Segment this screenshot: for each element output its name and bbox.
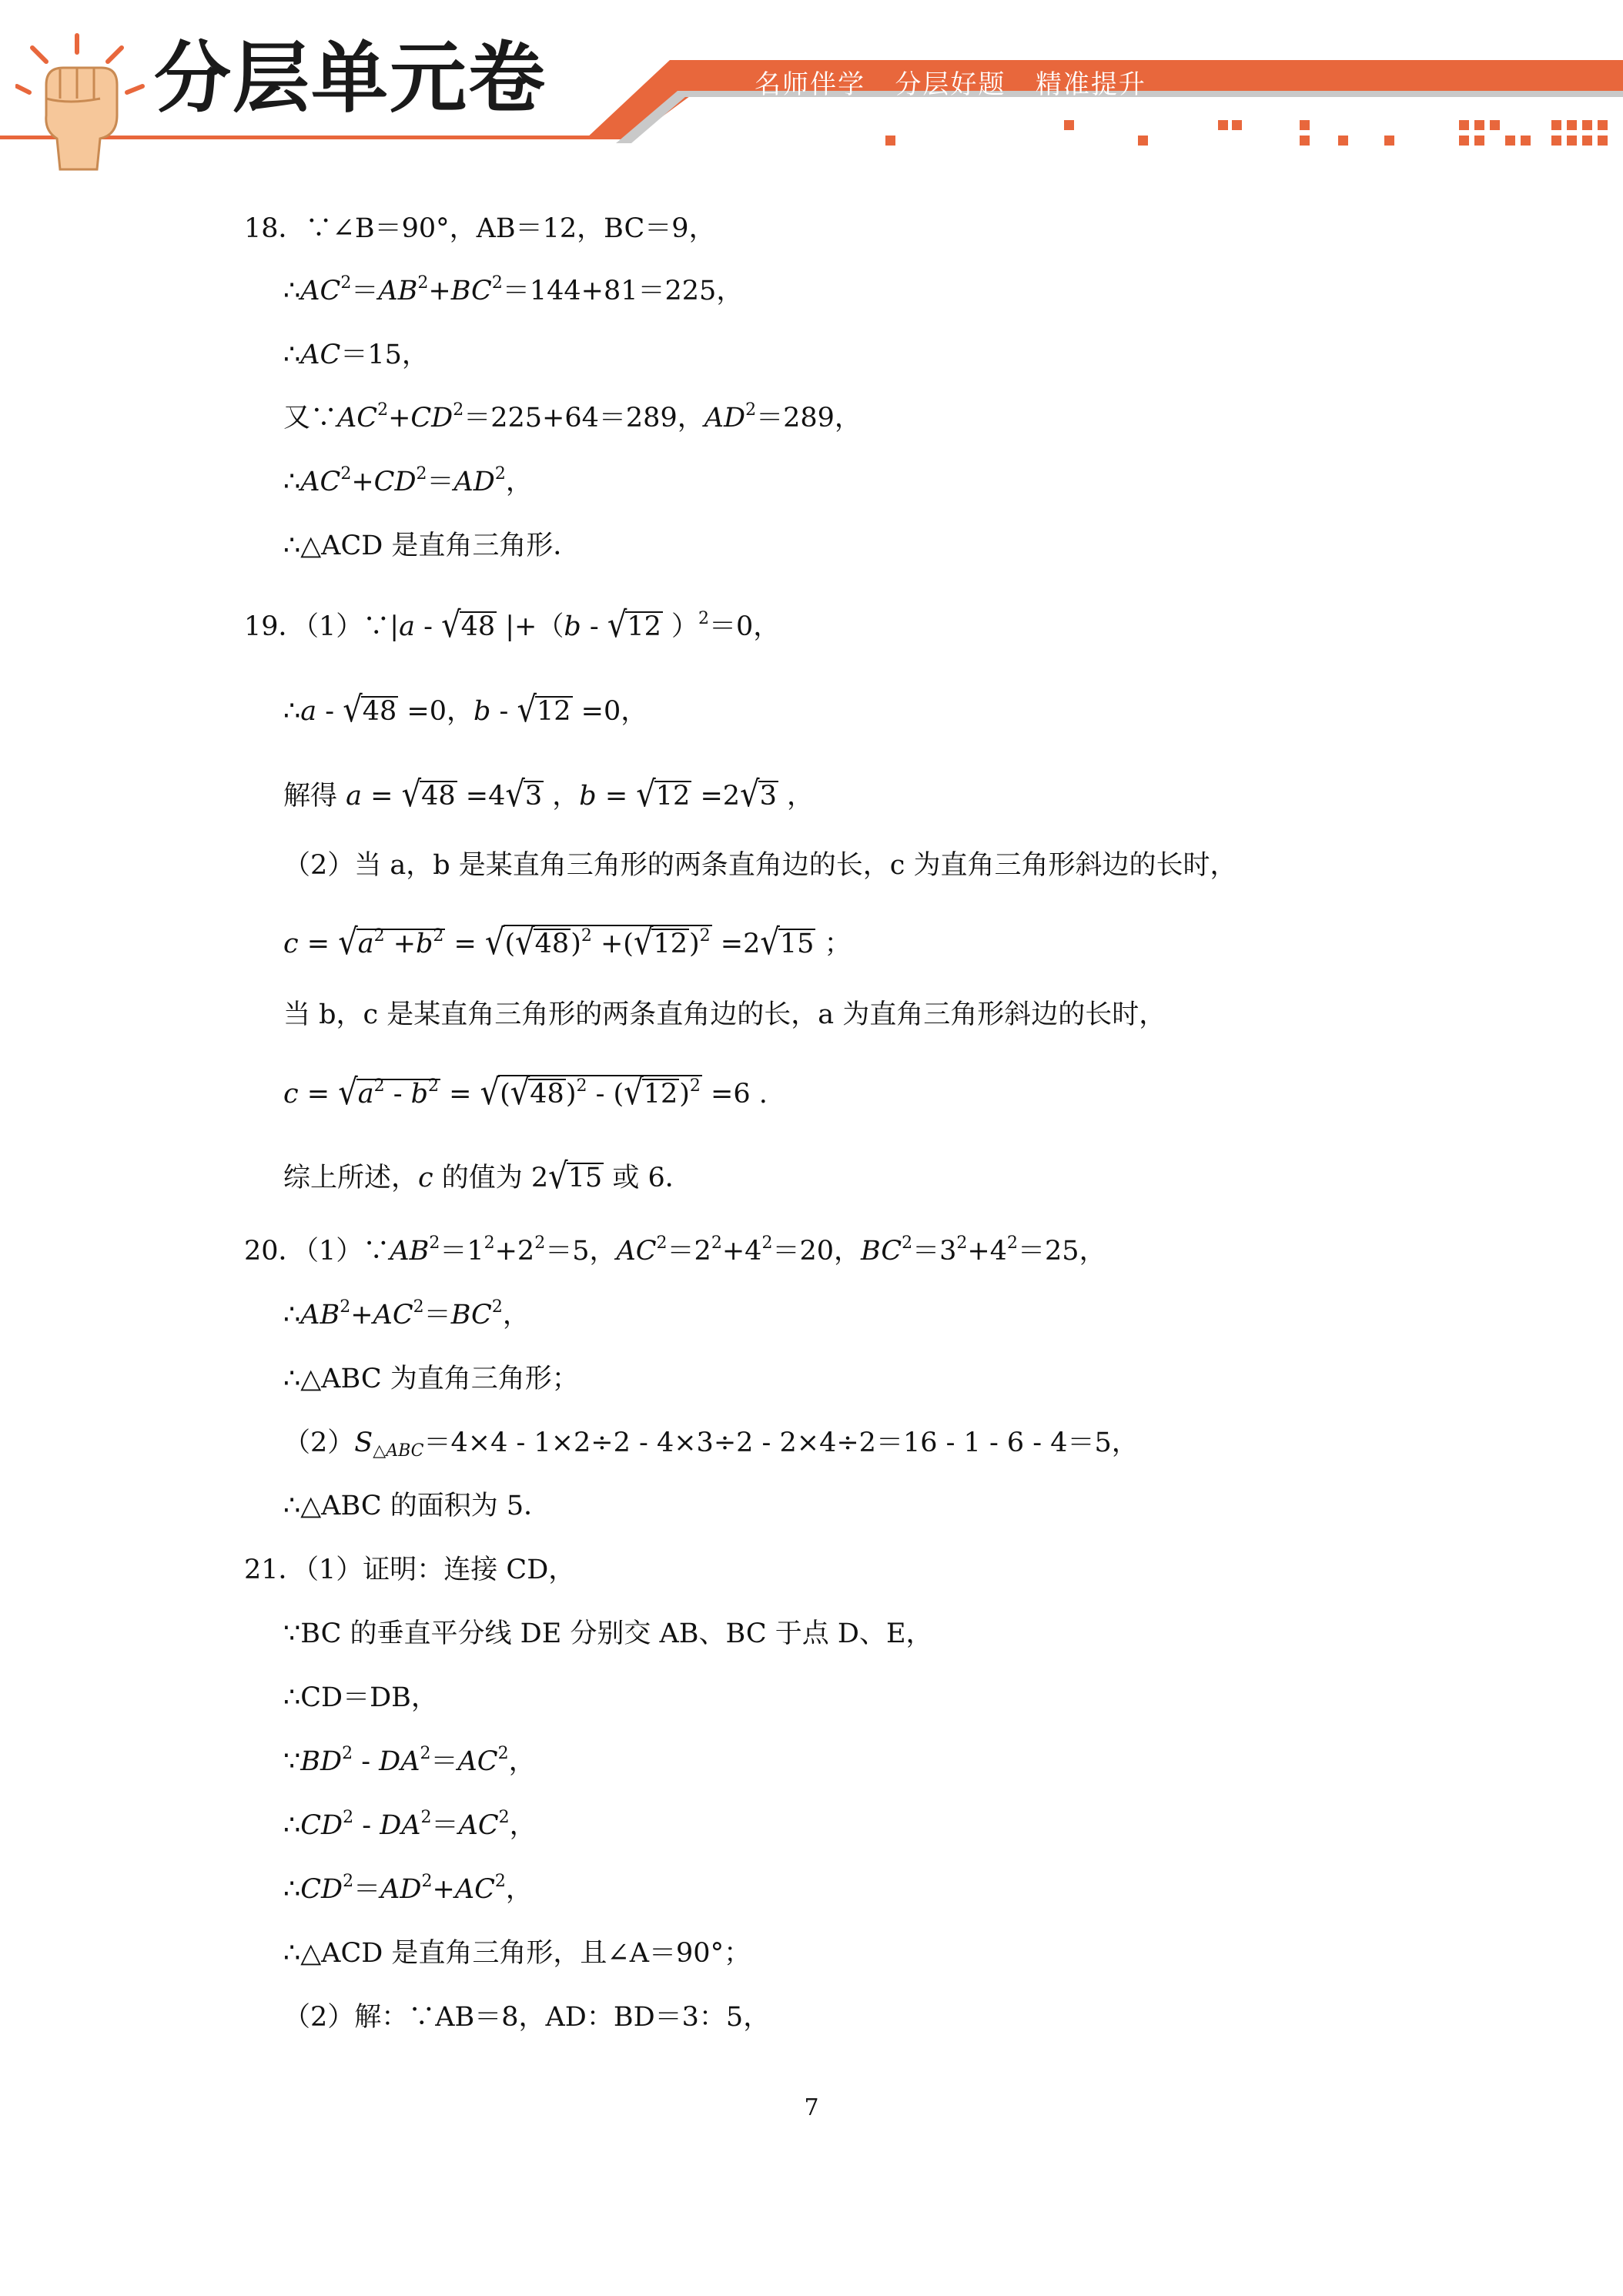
p18-line-1: 18．∵∠B＝90°，AB＝12，BC＝9， xyxy=(244,213,716,244)
fist-logo-icon xyxy=(15,31,146,177)
p19-line-2: ∴a - √48 =0，b - √12 =0， xyxy=(283,689,648,731)
p19-line-4: （2）当 a，b 是某直角三角形的两条直角边的长，c 为直角三角形斜边的长时， xyxy=(283,850,1237,881)
p20-line-2: $\therefore AB^2+AC^2=BC^2$， xyxy=(283,1297,530,1330)
header-slogan: 名师伴学 分层好题 精准提升 xyxy=(755,69,1146,100)
p21-line-2: ∵BC 的垂直平分线 DE 分别交 AB、BC 于点 D、E， xyxy=(283,1618,933,1649)
p19-line-1: 19．（1）∵|a - √48 |+（b - √12 ）$^2$＝0， xyxy=(244,604,781,646)
page-header xyxy=(0,0,1623,177)
p20-line-3: ∴△ABC 为直角三角形； xyxy=(283,1364,579,1394)
p19-line-3: 解得 a = √48 =4√3 ，b = √12 =2√3 ， xyxy=(283,774,814,815)
p21-line-1: 21．（1）证明：连接 CD， xyxy=(244,1555,576,1585)
p19-line-5: $c = √a^2 +b^2 = √(√48)^2 +(√12)^2 =2√15$ ； xyxy=(283,922,852,963)
p19-line-7: $c = √a^2 - b^2 = √(√48)^2 - (√12)^2 =6$ . xyxy=(283,1072,768,1113)
p21-line-4: $\because BD^2 - DA^2=AC^2$， xyxy=(283,1744,536,1777)
p20-line-5: ∴△ABC 的面积为 5． xyxy=(283,1491,551,1521)
header-title: 分层单元卷 xyxy=(154,33,547,123)
p19-line-6: 当 b，c 是某直角三角形的两条直角边的长，a 为直角三角形斜边的长时， xyxy=(283,999,1166,1030)
p20-line-1: 20．$(1)\because AB^2=1^2+2^2=5$，$AC^2=2^2+4^2=20$，$BC^2=3^2+4^2=25$， xyxy=(244,1233,1106,1267)
p21-line-6: $\therefore CD^2=AD^2+AC^2$， xyxy=(283,1872,533,1905)
page-number: 7 xyxy=(804,2094,819,2121)
p18-line-2: $\therefore AC^2=AB^2+BC^2=144+81=225$， xyxy=(283,273,744,306)
p18-line-6: ∴△ACD 是直角三角形． xyxy=(283,530,581,561)
p21-line-8: （2）解：∵AB＝8，AD：BD＝3：5， xyxy=(283,2002,771,2033)
p18-line-3: ∴AC＝15， xyxy=(283,340,429,370)
p19-line-8: 综上所述，c 的值为 2√15 或 6． xyxy=(283,1156,692,1197)
p20-line-4: $(2)S_{\triangle ABC}=4\times 4 - 1\times 2\div 2 - 4\times 3\div 2 - 2\times 4\div 2=16 - 1 - 6 - 4=5$， xyxy=(283,1427,1139,1461)
p21-line-3: ∴CD＝DB， xyxy=(283,1682,438,1713)
p21-line-7: ∴△ACD 是直角三角形，且∠A＝90°； xyxy=(283,1938,751,1969)
p21-line-5: $\therefore CD^2 - DA^2=AC^2$， xyxy=(283,1808,537,1841)
p18-line-4: 又$\because AC^2+CD^2=225+64=289$，$AD^2=289$， xyxy=(283,400,862,433)
p18-line-5: $\therefore AC^2+CD^2=AD^2$， xyxy=(283,464,533,497)
